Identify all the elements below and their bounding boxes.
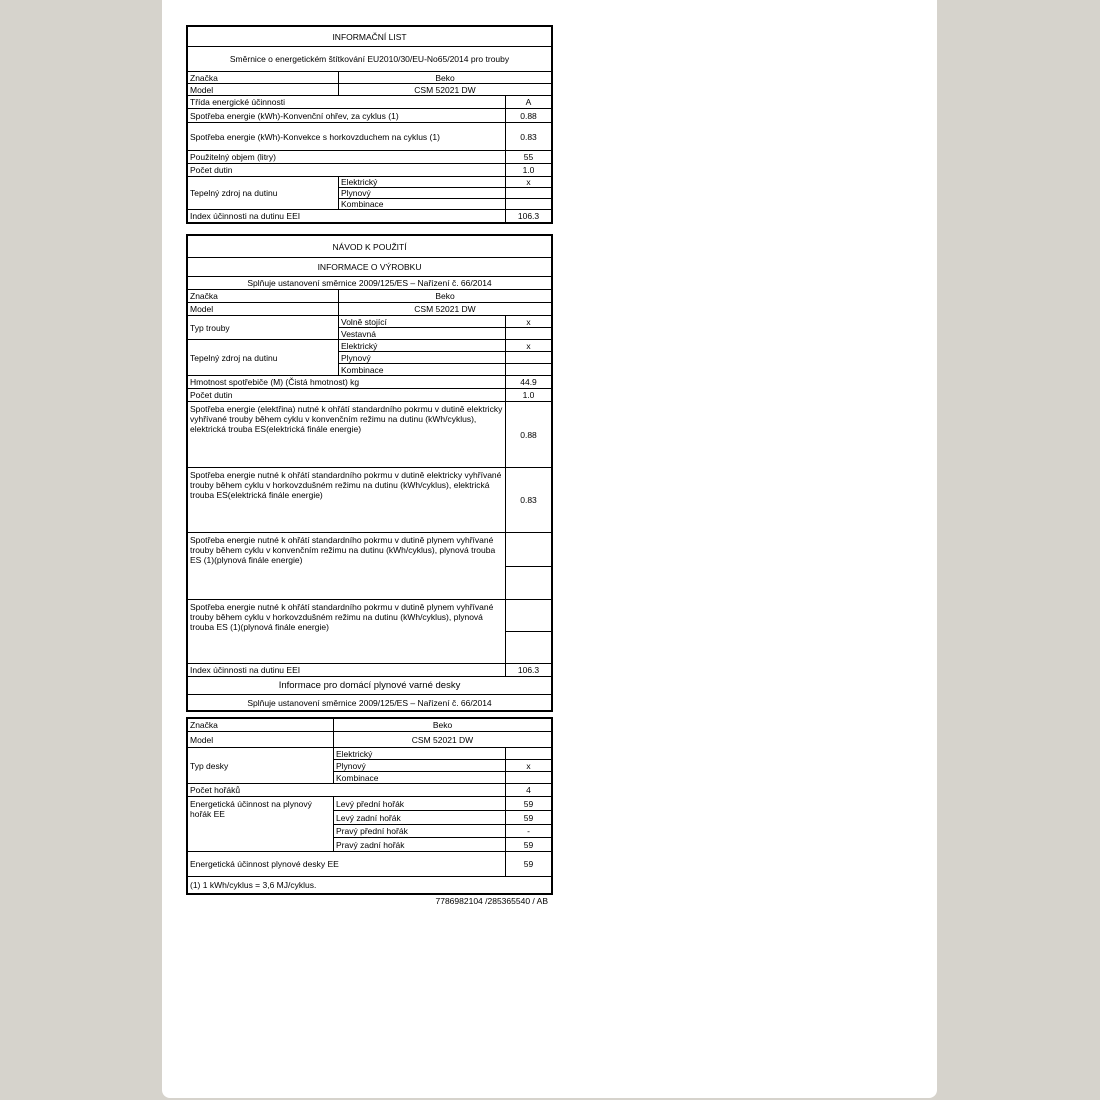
gas-fan-consumption-extra (506, 632, 552, 664)
sheet-subtitle: Směrnice o energetickém štítkování EU2010/30/EU-No65/2014 pro trouby (188, 47, 552, 72)
heat-electric-value: x (506, 177, 552, 188)
heat-gas-value (506, 352, 552, 364)
heat-combi-value (506, 364, 552, 376)
heat-electric-label: Elektrický (339, 340, 506, 352)
model-label: Model (188, 303, 339, 316)
cavities-value: 1.0 (506, 389, 552, 402)
burners-count-value: 4 (506, 784, 552, 797)
hob-model-value: CSM 52021 DW (334, 732, 552, 748)
volume-label: Použitelný objem (litry) (188, 151, 506, 164)
hob-model-label: Model (188, 732, 334, 748)
burner-left-front-value: 59 (506, 797, 552, 811)
manual-title: NÁVOD K POUŽITÍ (188, 236, 552, 258)
hob-gas-value: x (506, 760, 552, 772)
conventional-consumption-value: 0.88 (506, 109, 552, 123)
electric-fan-consumption-label: Spotřeba energie nutné k ohřátí standardního pokrmu v dutině elektricky vyhřívané trouby během cyklu v horkovzdušném režimu na dutinu (kWh/cyklus), elektrická trouba ES(elektrická finále energie) (188, 468, 506, 533)
product-information-table (187, 235, 552, 711)
eei-value: 106.3 (506, 210, 552, 223)
eei-label: Index účinnosti na dutinu EEI (188, 664, 506, 677)
gas-fan-consumption-value (506, 600, 552, 632)
energy-class-label: Třída energické účinnosti (188, 96, 506, 109)
model-label: Model (188, 84, 339, 96)
model-value: CSM 52021 DW (339, 84, 552, 96)
hob-efficiency-value: 59 (506, 852, 552, 877)
gas-conventional-consumption-extra (506, 567, 552, 600)
burners-count-label: Počet hořáků (188, 784, 506, 797)
heat-electric-label: Elektrický (339, 177, 506, 188)
product-info-title: INFORMACE O VÝROBKU (188, 258, 552, 277)
footnote: (1) 1 kWh/cyklus = 3,6 MJ/cyklus. (188, 877, 552, 894)
hob-brand-label: Značka (188, 719, 334, 732)
hob-electric-label: Elektrický (334, 748, 506, 760)
fan-consumption-value: 0.83 (506, 123, 552, 151)
heat-combi-label: Kombinace (339, 364, 506, 376)
brand-label: Značka (188, 72, 339, 84)
sheet-title: INFORMAČNÍ LIST (188, 27, 552, 47)
burner-left-rear-value: 59 (506, 811, 552, 825)
document-code: 7786982104 /285365540 / AB (435, 896, 548, 906)
mass-label: Hmotnost spotřebiče (M) (Čistá hmotnost) kg (188, 376, 506, 389)
burner-right-front-value: - (506, 825, 552, 838)
type-builtin-label: Vestavná (339, 328, 506, 340)
directive-text: Splňuje ustanovení směrnice 2009/125/ES – Nařízení č. 66/2014 (188, 277, 552, 290)
cavities-value: 1.0 (506, 164, 552, 177)
heat-gas-label: Plynový (339, 352, 506, 364)
hob-directive-text: Splňuje ustanovení směrnice 2009/125/ES – Nařízení č. 66/2014 (188, 695, 552, 711)
type-freestanding-label: Volně stojící (339, 316, 506, 328)
type-builtin-value (506, 328, 552, 340)
type-freestanding-value: x (506, 316, 552, 328)
electric-fan-consumption-value: 0.83 (506, 468, 552, 533)
fan-consumption-label: Spotřeba energie (kWh)-Konvekce s horkovzduchem na cyklus (1) (188, 123, 506, 151)
cavities-label: Počet dutin (188, 389, 506, 402)
hob-info-title: Informace pro domácí plynové varné desky (188, 677, 552, 695)
gas-conventional-consumption-value (506, 533, 552, 567)
brand-value: Beko (339, 72, 552, 84)
burner-left-rear-label: Levý zadní hořák (334, 811, 506, 825)
hob-electric-value (506, 748, 552, 760)
gas-fan-consumption-label: Spotřeba energie nutné k ohřátí standardního pokrmu v dutině plynem vyhřívané trouby během cyklu v horkovzdušném režimu na dutinu (kWh/cyklus), plynová trouba ES (1)(plynová finále energie) (188, 600, 506, 664)
gas-conventional-consumption-label: Spotřeba energie nutné k ohřátí standardního pokrmu v dutině plynem vyhřívané trouby během cyklu v konvenčním režimu na dutinu (kWh/cyklus), plynová trouba ES (1)(plynová finále energie) (188, 533, 506, 600)
electric-conventional-consumption-value: 0.88 (506, 402, 552, 468)
heat-gas-label: Plynový (339, 188, 506, 199)
hob-information-table (187, 718, 552, 894)
heat-gas-value (506, 188, 552, 199)
heat-combi-value (506, 199, 552, 210)
burner-right-rear-value: 59 (506, 838, 552, 852)
hob-combi-value (506, 772, 552, 784)
burner-right-front-label: Pravý přední hořák (334, 825, 506, 838)
conventional-consumption-label: Spotřeba energie (kWh)-Konvenční ohřev, za cyklus (1) (188, 109, 506, 123)
eei-value: 106.3 (506, 664, 552, 677)
mass-value: 44.9 (506, 376, 552, 389)
burner-right-rear-label: Pravý zadní hořák (334, 838, 506, 852)
electric-conventional-consumption-label: Spotřeba energie (elektřina) nutné k ohřátí standardního pokrmu v dutině elektricky vyhřívané trouby během cyklu v konvenčním režimu na dutinu (kWh/cyklus), elektrická trouba ES(elektrická finále energie) (188, 402, 506, 468)
brand-label: Značka (188, 290, 339, 303)
energy-class-value: A (506, 96, 552, 109)
brand-value: Beko (339, 290, 552, 303)
hob-efficiency-label: Energetická účinnost plynové desky EE (188, 852, 506, 877)
hob-brand-value: Beko (334, 719, 552, 732)
burner-efficiency-label: Energetická účinnost na plynový hořák EE (188, 797, 334, 852)
volume-value: 55 (506, 151, 552, 164)
heat-electric-value: x (506, 340, 552, 352)
oven-type-label: Typ trouby (188, 316, 339, 340)
heat-source-label: Tepelný zdroj na dutinu (188, 177, 339, 210)
model-value: CSM 52021 DW (339, 303, 552, 316)
heat-source-label: Tepelný zdroj na dutinu (188, 340, 339, 376)
hob-type-label: Typ desky (188, 748, 334, 784)
heat-combi-label: Kombinace (339, 199, 506, 210)
information-sheet-table (187, 26, 552, 223)
eei-label: Index účinnosti na dutinu EEI (188, 210, 506, 223)
cavities-label: Počet dutin (188, 164, 506, 177)
hob-combi-label: Kombinace (334, 772, 506, 784)
burner-left-front-label: Levý přední hořák (334, 797, 506, 811)
hob-gas-label: Plynový (334, 760, 506, 772)
